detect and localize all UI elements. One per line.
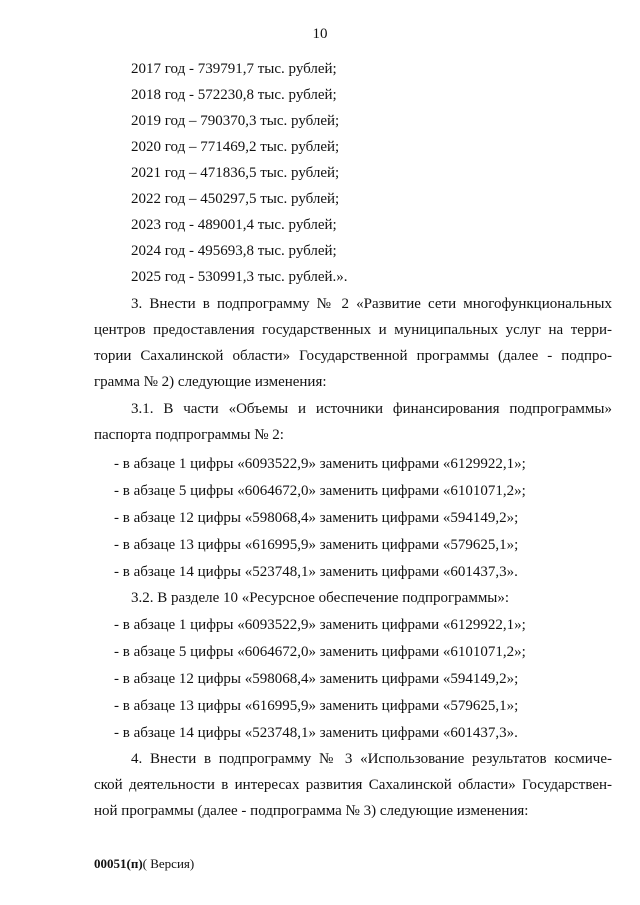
paragraph-line: ной программы (далее - подпрограмма № 3) следующие изменения: <box>94 803 529 819</box>
paragraph-line: 3. Внести в подпрограмму № 2 «Развитие сети многофункциональных <box>131 296 612 312</box>
year-line: 2021 год – 471836,5 тыс. рублей; <box>131 165 340 181</box>
year-line: 2017 год - 739791,7 тыс. рублей; <box>131 61 337 77</box>
year-line: 2023 год - 489001,4 тыс. рублей; <box>131 217 337 233</box>
list-item: - в абзаце 14 цифры «523748,1» заменить цифрами «601437,3». <box>114 725 518 741</box>
list-item: - в абзаце 5 цифры «6064672,0» заменить цифрами «6101071,2»; <box>114 483 526 499</box>
list-item: - в абзаце 1 цифры «6093522,9» заменить цифрами «6129922,1»; <box>114 617 526 633</box>
year-line: 2018 год - 572230,8 тыс. рублей; <box>131 87 337 103</box>
list-item: - в абзаце 13 цифры «616995,9» заменить цифрами «579625,1»; <box>114 537 519 553</box>
list-item: - в абзаце 12 цифры «598068,4» заменить цифрами «594149,2»; <box>114 510 519 526</box>
list-item: - в абзаце 12 цифры «598068,4» заменить цифрами «594149,2»; <box>114 671 519 687</box>
item3-2-heading: 3.2. В разделе 10 «Ресурсное обеспечение подпрограммы»: <box>131 590 510 606</box>
document-code: 00051(п) <box>94 856 143 871</box>
paragraph-line: 3.1. В части «Объемы и источники финансирования подпрограммы» <box>131 401 612 417</box>
list-item: - в абзаце 14 цифры «523748,1» заменить цифрами «601437,3». <box>114 564 518 580</box>
year-line: 2019 год – 790370,3 тыс. рублей; <box>131 113 340 129</box>
footer <box>94 856 194 872</box>
list-item: - в абзаце 13 цифры «616995,9» заменить цифрами «579625,1»; <box>114 698 519 714</box>
page-number: 10 <box>312 26 328 42</box>
document-version: ( Версия) <box>142 856 195 871</box>
paragraph-line: центров предоставления государственных и муниципальных услуг на терри- <box>94 322 612 338</box>
paragraph-line: паспорта подпрограммы № 2: <box>94 427 284 443</box>
list-item: - в абзаце 5 цифры «6064672,0» заменить цифрами «6101071,2»; <box>114 644 526 660</box>
year-line: 2022 год – 450297,5 тыс. рублей; <box>131 191 340 207</box>
paragraph-line: 4. Внести в подпрограмму № 3 «Использование результатов космиче- <box>131 751 612 767</box>
paragraph-line: грамма № 2) следующие изменения: <box>94 374 327 390</box>
year-line: 2024 год - 495693,8 тыс. рублей; <box>131 243 337 259</box>
year-line: 2025 год - 530991,3 тыс. рублей.». <box>131 269 348 285</box>
year-line: 2020 год – 771469,2 тыс. рублей; <box>131 139 340 155</box>
list-item: - в абзаце 1 цифры «6093522,9» заменить цифрами «6129922,1»; <box>114 456 526 472</box>
paragraph-line: тории Сахалинской области» Государственной программы (далее - подпро- <box>94 348 612 364</box>
paragraph-line: ской деятельности в интересах развития Сахалинской области» Государствен- <box>94 777 612 793</box>
